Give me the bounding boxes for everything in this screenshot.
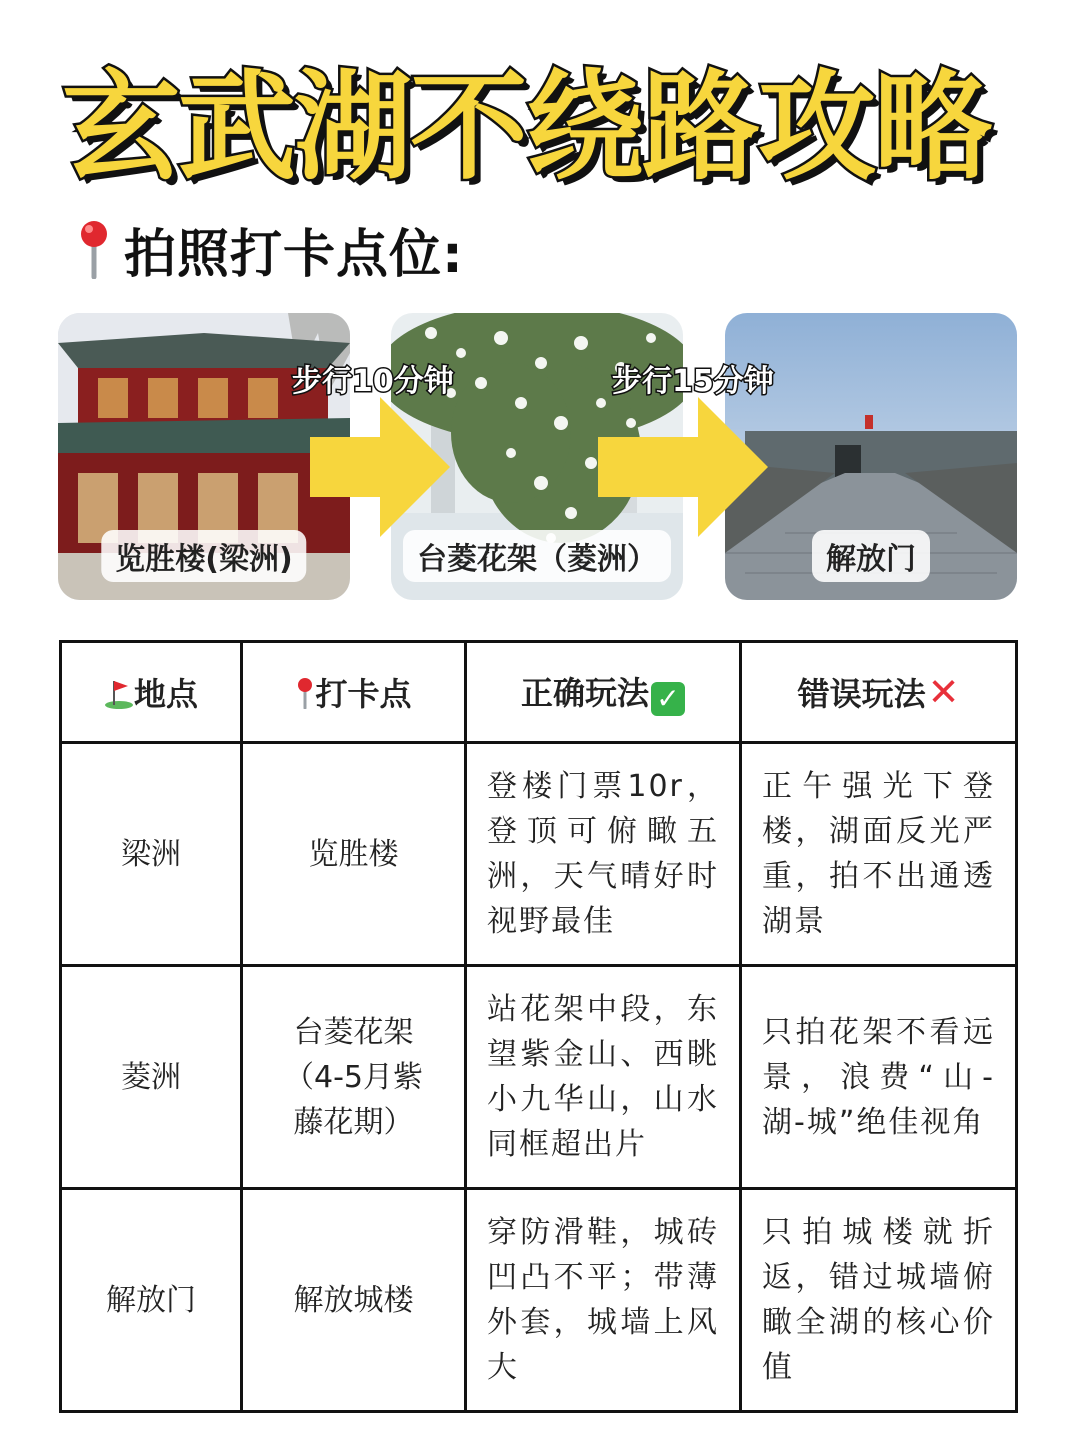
header-wrong-way: 错误玩法✕ (741, 642, 1017, 743)
route-arrow-icon (310, 397, 450, 537)
cross-mark-icon: ✕ (927, 670, 960, 714)
table-header-row (61, 642, 1017, 743)
header-spot: 打卡点 (242, 642, 466, 743)
cell-right-way: 登楼门票10r，登顶可俯瞰五洲，天气晴好时视野最佳 (466, 743, 741, 966)
pushpin-icon (74, 219, 114, 279)
section-heading (74, 214, 464, 284)
header-right-way: 正确玩法 ✓ (466, 642, 741, 743)
cell-wrong-way: 只拍花架不看远景，浪费“山-湖-城”绝佳视角 (741, 966, 1017, 1189)
cell-place: 梁洲 (61, 743, 242, 966)
photo-label: 台菱花架（菱洲） (403, 530, 671, 582)
section-heading-text: 拍照打卡点位: (124, 224, 464, 285)
header-place: 地点 (61, 642, 242, 743)
cell-right-way: 穿防滑鞋，城砖凹凸不平；带薄外套，城墙上风大 (466, 1189, 741, 1412)
walk-time-label: 步行10分钟 (292, 364, 454, 399)
cell-right-way: 站花架中段，东望紫金山、西眺小九华山，山水同框超出片 (466, 966, 741, 1189)
table-row (61, 743, 1017, 966)
cell-place: 菱洲 (61, 966, 242, 1189)
pushpin-icon (295, 677, 315, 709)
cell-spot: 台菱花架（4-5月紫藤花期） (242, 966, 466, 1189)
cell-spot: 览胜楼 (242, 743, 466, 966)
cell-wrong-way: 只拍城楼就折返，错过城墙俯瞰全湖的核心价值 (741, 1189, 1017, 1412)
checkin-table (59, 640, 1018, 1413)
cell-place: 解放门 (61, 1189, 242, 1412)
page-title: 玄武湖不绕路攻略 (62, 58, 991, 196)
table-row (61, 1189, 1017, 1412)
photo-label: 览胜楼(梁洲) (101, 530, 306, 582)
check-mark-icon: ✓ (651, 682, 685, 716)
table-row (61, 966, 1017, 1189)
cell-wrong-way: 正午强光下登楼，湖面反光严重，拍不出通透湖景 (741, 743, 1017, 966)
golf-flag-icon (104, 677, 134, 709)
cell-spot: 解放城楼 (242, 1189, 466, 1412)
walk-time-label: 步行15分钟 (612, 364, 774, 399)
photo-label: 解放门 (812, 530, 930, 582)
route-arrow-icon (598, 397, 768, 537)
